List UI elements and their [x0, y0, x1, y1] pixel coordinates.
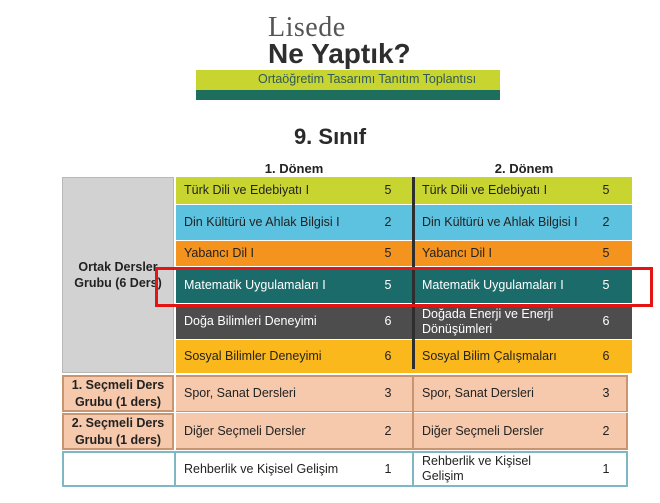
hours-term1: 5	[384, 246, 392, 260]
term2-header: 2. Dönem	[494, 161, 554, 176]
hours-term2: 3	[602, 386, 610, 400]
hours-term1: 2	[384, 424, 392, 438]
course-term2: Matematik Uygulamaları I	[422, 277, 564, 292]
course-term1: Spor, Sanat Dersleri	[184, 386, 296, 400]
course-term2: Diğer Seçmeli Dersler	[422, 424, 544, 438]
course-term1: Sosyal Bilimler Deneyimi	[184, 349, 322, 363]
group-ortak: Ortak Dersler Grubu (6 Ders)	[62, 177, 174, 373]
course-term1: Yabancı Dil I	[184, 246, 254, 260]
hours-term1: 1	[384, 461, 392, 476]
logo	[0, 0, 660, 110]
course-term1: Türk Dili ve Edebiyatı I	[184, 183, 310, 197]
hours-term1: 2	[384, 215, 392, 229]
hours-term1: 5	[384, 277, 392, 292]
hours-term2: 2	[602, 424, 610, 438]
hours-term2: 5	[602, 277, 610, 292]
course-term2: Rehberlik ve Kişisel Gelişim	[422, 454, 532, 483]
grade-title: 9. Sınıf	[293, 124, 367, 149]
hours-term2: 1	[602, 461, 610, 476]
course-term2: Sosyal Bilim Çalışmaları	[422, 349, 557, 363]
highlight-box	[155, 267, 653, 307]
logo-line1: Lisede	[268, 12, 346, 43]
logo-line2: Ne Yaptık?	[268, 38, 411, 69]
logo-bar	[196, 90, 500, 100]
course-term2: Din Kültürü ve Ahlak Bilgisi I	[422, 215, 578, 229]
course-term1: Doğa Bilimleri Deneyimi	[184, 314, 317, 328]
course-term1: Din Kültürü ve Ahlak Bilgisi I	[184, 215, 340, 229]
hours-term2: 5	[602, 246, 610, 260]
logo-subtitle: Ortaöğretim Tasarımı Tanıtım Toplantısı	[258, 72, 477, 86]
course-term2: Spor, Sanat Dersleri	[422, 386, 534, 400]
hours-term2: 5	[602, 183, 610, 197]
course-term1: Diğer Seçmeli Dersler	[184, 424, 306, 438]
course-term1: Matematik Uygulamaları I	[184, 277, 326, 292]
hours-term1: 3	[384, 386, 392, 400]
hours-term2: 6	[602, 349, 610, 363]
group-secmeli-1: 1. Seçmeli Ders Grubu (1 ders)	[62, 375, 174, 412]
hours-term2: 6	[602, 314, 610, 328]
group-secmeli-2: 2. Seçmeli Ders Grubu (1 ders)	[62, 413, 174, 450]
hours-term1: 6	[384, 314, 392, 328]
course-term2: Yabancı Dil I	[422, 246, 492, 260]
course-term2: Doğada Enerji ve Enerji Dönüşümleri	[422, 306, 554, 336]
hours-term2: 2	[602, 215, 610, 229]
term1-header: 1. Dönem	[264, 161, 324, 176]
hours-term1: 5	[384, 183, 392, 197]
course-term2: Türk Dili ve Edebiyatı I	[422, 183, 548, 197]
course-term1: Rehberlik ve Kişisel Gelişim	[184, 461, 339, 476]
hours-term1: 6	[384, 349, 392, 363]
